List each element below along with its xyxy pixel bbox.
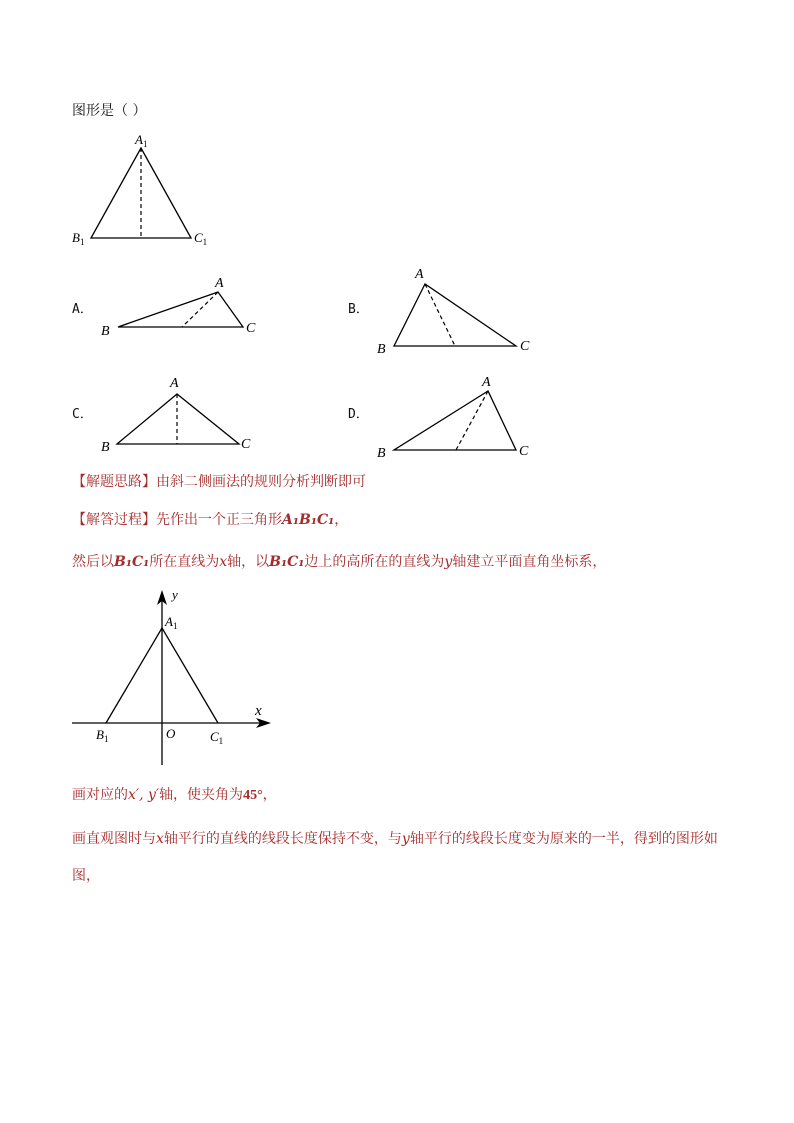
question-stem: 图形是（ ） xyxy=(72,103,147,119)
option-d-label-b: B xyxy=(377,446,386,460)
option-a-triangle xyxy=(118,292,243,327)
option-d-label-c: C xyxy=(519,444,529,459)
option-b-dashed xyxy=(425,284,455,346)
label-b1: $B_1$ xyxy=(72,230,85,247)
option-c-letter[interactable]: C． xyxy=(72,407,93,422)
option-a-label-c: C xyxy=(246,321,256,336)
option-a-letter[interactable]: A． xyxy=(72,302,93,317)
side-a1b1 xyxy=(106,628,162,723)
option-a-label-b: B xyxy=(101,324,110,339)
side-a1c1 xyxy=(162,628,218,723)
option-c-label-b: B xyxy=(101,440,110,455)
solution-line-4: 画对应的x′, y′轴，使夹角为45°， xyxy=(72,787,277,803)
option-b-letter[interactable]: B． xyxy=(348,302,369,317)
option-c-triangle xyxy=(117,394,239,444)
option-b-triangle xyxy=(394,284,516,346)
solution-line-6: 图， xyxy=(72,868,100,884)
option-a-dashed xyxy=(182,292,218,327)
coord-label-a1: $A_1$ xyxy=(165,614,178,631)
coord-label-b1: $B_1$ xyxy=(96,727,109,744)
option-c-figure[interactable] xyxy=(96,370,266,455)
option-c-label-c: C xyxy=(241,437,251,452)
option-d-dashed xyxy=(456,391,488,450)
solution-idea xyxy=(72,472,366,492)
option-d-letter[interactable]: D． xyxy=(348,407,369,422)
solution-line-3: 然后以B₁C₁所在直线为x轴，以B₁C₁边上的高所在的直线为y轴建立平面直角坐标系， xyxy=(72,554,607,570)
triangle-name: A₁B₁C₁ xyxy=(282,512,335,528)
idea-text: 由斜二侧画法的规则分析判断即可 xyxy=(156,474,366,490)
x-axis-label: x xyxy=(255,703,262,719)
option-b-label-a: A xyxy=(415,267,424,282)
solution-line-5: 画直观图时与x轴平行的直线的线段长度保持不变，与y轴平行的线段长度变为原来的一半，得到的图形如 xyxy=(72,831,718,847)
option-d-figure[interactable] xyxy=(372,370,542,460)
process-tag: 【解答过程】 xyxy=(72,512,156,528)
coordinate-figure xyxy=(66,585,286,765)
option-d-triangle xyxy=(394,391,516,450)
option-c-label-a: A xyxy=(170,376,179,391)
option-b-label-c: C xyxy=(520,339,530,354)
solution-process: 【解答过程】先作出一个正三角形A₁B₁C₁， xyxy=(72,512,349,528)
process-text: 先作出一个正三角形 xyxy=(156,512,282,528)
coord-label-origin: O xyxy=(166,726,176,741)
label-c1: $C_1$ xyxy=(194,230,208,247)
option-b-figure[interactable] xyxy=(372,262,542,357)
option-d-label-a: A xyxy=(482,375,491,390)
option-a-label-a: A xyxy=(215,276,224,291)
option-b-label-b: B xyxy=(377,342,386,357)
reference-triangle-figure xyxy=(66,128,226,253)
y-axis-label: y xyxy=(172,587,178,602)
option-a-figure[interactable] xyxy=(96,268,266,343)
idea-tag: 【解题思路】 xyxy=(72,474,156,490)
label-a1: $A_1$ xyxy=(135,132,148,149)
coord-label-c1: $C_1$ xyxy=(210,729,224,746)
